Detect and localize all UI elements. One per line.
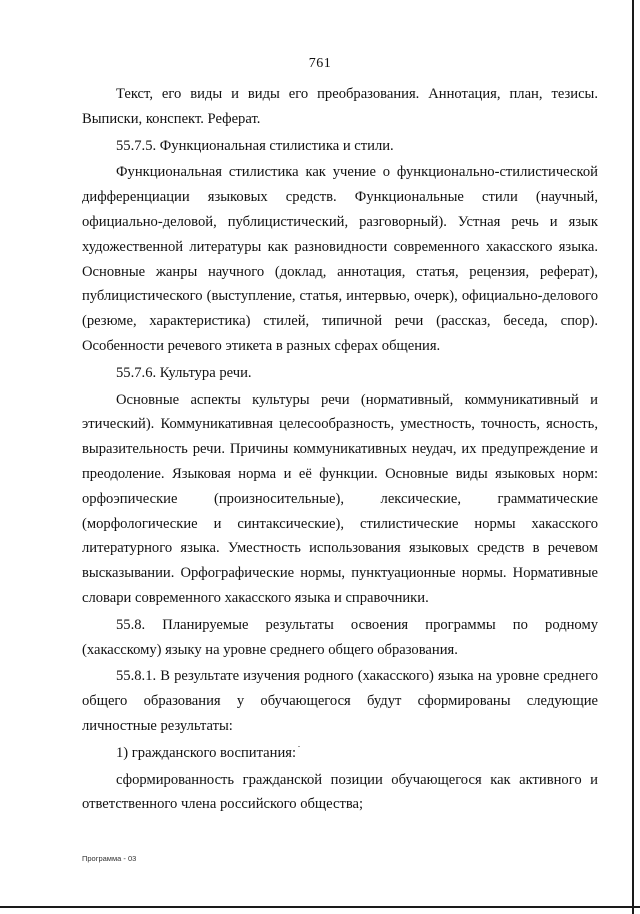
page-footer: Программа - 03	[82, 854, 137, 863]
section-heading: 55.7.6. Культура речи.	[116, 364, 252, 381]
body-paragraph: Основные аспекты культуры речи (нормативный, коммуникативный и этический). Коммуникативная целесообразность, уместность, точность, ясность, выразительность речи. Причины коммуникативных неудач, их предупреждение и преодоление. Языковая норма и её функции. Основные виды языковых норм: орфоэпические (произносительные), лексические, грамматические (морфологические и синтаксические), стилистические нормы хакасского литературного языка. Уместность использования языковых средств в речевом высказывании. Орфографические нормы, пунктуационные нормы. Нормативные словари современного хакасского языка и справочники.	[82, 391, 598, 606]
body-paragraph: сформированность гражданской позиции обучающегося как активного и ответственного члена российского общества;	[82, 771, 598, 813]
body-paragraph: 55.8.1. В результате изучения родного (хакасского) языка на уровне среднего общего образования у обучающегося будут сформированы следующие личностные результаты:	[82, 668, 598, 734]
section-heading: 55.7.5. Функциональная стилистика и стили.	[116, 137, 394, 154]
page-number: 761	[308, 56, 332, 71]
section-heading: 1) гражданского воспитания:	[116, 744, 297, 761]
scan-speck	[298, 746, 300, 747]
scan-edge-bottom	[0, 906, 640, 908]
scan-edge-right	[632, 0, 634, 914]
body-paragraph: Текст, его виды и виды его преобразования. Аннотация, план, тезисы. Выписки, конспект. Реферат.	[82, 86, 598, 127]
body-paragraph: Функциональная стилистика как учение о функционально-стилистической дифференциации языковых средств. Функциональные стили (научный, официально-деловой, публицистический, разговорный). Устная речь и язык художественной литературы как разновидности современного хакасского языка. Основные жанры научного (доклад, аннотация, статья, рецензия, реферат), публицистического (выступление, статья, интервью, очерк), официально-делового (резюме, характеристика) стилей, типичной речи (рассказ, беседа, спор). Особенности речевого этикета в разных сферах общения.	[82, 164, 598, 354]
page-body	[82, 82, 598, 819]
body-paragraph: 55.8. Планируемые результаты освоения программы по родному (хакасскому) языку на уровне среднего общего образования.	[82, 616, 598, 658]
